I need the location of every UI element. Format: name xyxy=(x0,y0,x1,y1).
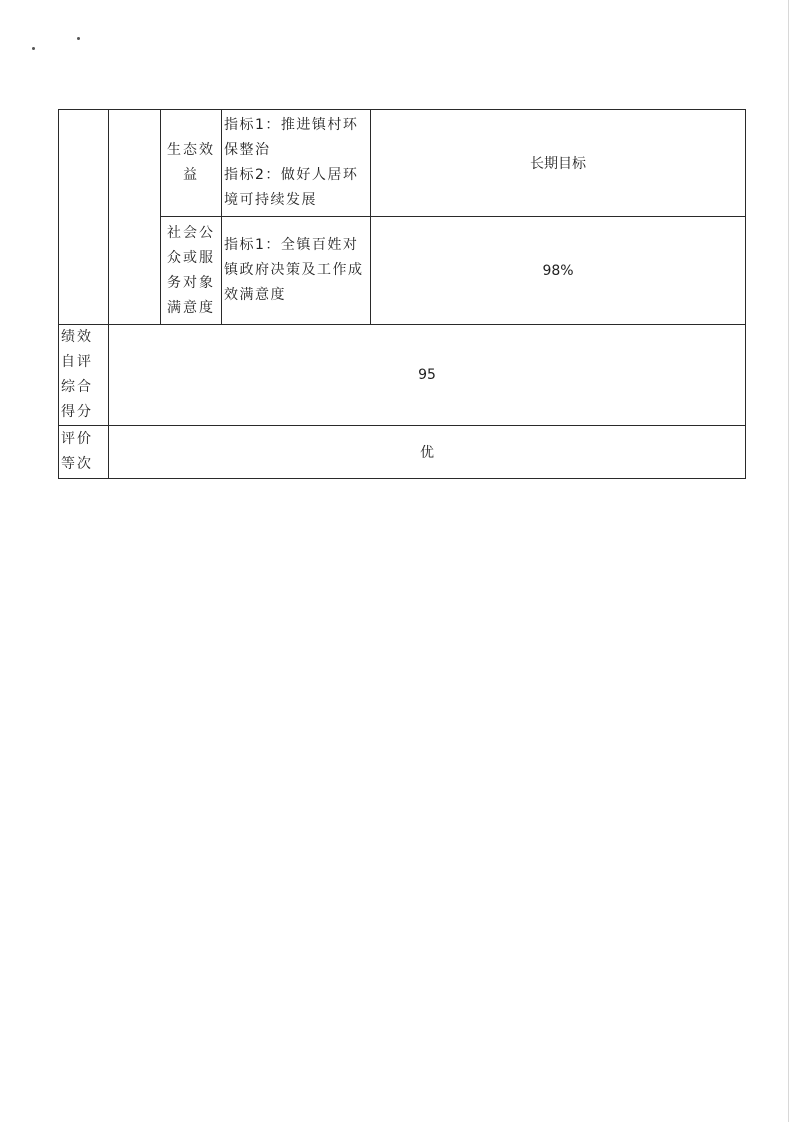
indicator-text: 指标1：全镇百姓对镇政府决策及工作成效满意度 xyxy=(224,237,364,303)
empty-cell xyxy=(59,110,109,325)
table-row xyxy=(59,110,746,217)
empty-cell xyxy=(109,110,161,325)
scan-speck xyxy=(77,37,80,40)
target-value-cell xyxy=(371,110,746,217)
grade-label: 评价等次 xyxy=(61,431,93,472)
indicator-cell xyxy=(222,217,371,325)
score-value: 95 xyxy=(418,367,436,383)
score-label: 绩效自评综合得分 xyxy=(61,329,93,420)
score-row xyxy=(59,325,746,426)
scan-speck xyxy=(32,47,35,50)
performance-evaluation-table xyxy=(58,109,746,479)
category-cell xyxy=(161,110,222,217)
target-value: 长期目标 xyxy=(530,156,586,172)
score-label-cell xyxy=(59,325,109,426)
grade-row xyxy=(59,426,746,479)
target-value-cell xyxy=(371,217,746,325)
table-row xyxy=(59,217,746,325)
score-value-cell xyxy=(109,325,746,426)
category-cell xyxy=(161,217,222,325)
grade-label-cell xyxy=(59,426,109,479)
scan-edge xyxy=(788,0,789,1122)
indicator-cell xyxy=(222,110,371,217)
grade-value-cell xyxy=(109,426,746,479)
grade-value: 优 xyxy=(420,445,434,461)
category-label: 生态效益 xyxy=(167,142,215,183)
target-value: 98% xyxy=(542,262,574,279)
category-label: 社会公众或服务对象满意度 xyxy=(167,224,215,316)
indicator-text: 指标1：推进镇村环保整治 指标2：做好人居环境可持续发展 xyxy=(224,117,359,208)
